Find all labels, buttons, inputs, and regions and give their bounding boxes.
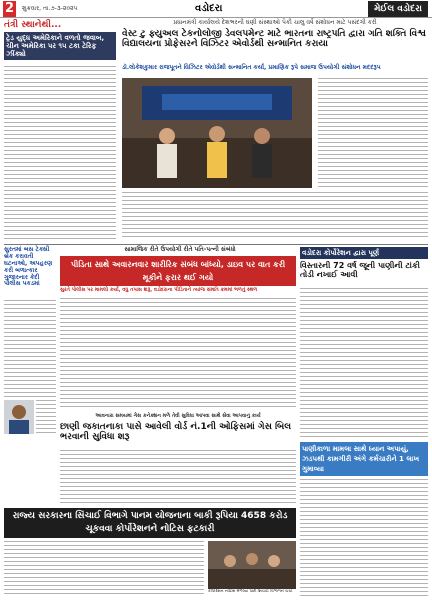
water-headline: પાણીકાળા મામલા સાથે ધ્યાન અપાયું, ઝડપથી કામગીરી અંગે કર્મચારીને 1 લાખ ગુમાવ્યા [300, 442, 428, 476]
surat-body [4, 300, 56, 400]
bottom-headline: રાજ્ય સરકારના સિંચાઈ વિભાગે પાનમ યોજનાના બાકી રૂપિયા 4658 કરોડ ચૂકવવા કોર્પોરેશનને નોટિસ ફટકારી [4, 508, 296, 538]
assault-headline: પીડિતા સાથે અવારનવાર શારીરિક સંબંધ બાંધ્યો, ડાઇવ પર વાત કરી મૂકીને ફરાર થઈ ગયો [60, 256, 296, 286]
main-subhead: ડૉ.લોકેશકુમાર રાજપૂતને વિઝિટર એવોર્ડથી સન્માનિત કર્યા, પ્રમાણિક રૂપે સમાજ ઉપયોગી સંશોધન મદદરૂપ [122, 64, 381, 71]
surat-body-2 [36, 400, 56, 434]
date-line: શુક્રવાર, તા.૭-૩-૨૦૨૫ [22, 5, 78, 12]
corp-body [300, 288, 428, 440]
gas-kicker: આવનારા સમયમાં ગેસ કનેક્શન મળે તેવી સુવિધા આપવા સાથે સેવા આપવાનું કાર્ય [95, 413, 261, 419]
corp-headline: વિસ્તારની 72 વર્ષ જૂની પાણીની ટાંકી તોડી નખાઈ આવી [300, 261, 420, 280]
assault-kicker: સામાજિક રીતે ઉપયોગી રીતે પતિ-પત્ની સંબંધો [124, 246, 236, 253]
award-ceremony-photo [122, 78, 312, 188]
corp-kicker: વડોદરા કોર્પોરેશન દ્વારા પૂર્ણ [300, 247, 428, 259]
water-body [300, 479, 428, 597]
assault-subhead: સુરતે પોલીસ પર મામલો કર્યો, વધુ તપાસ શરૂ, વડોદરાના પીડિતાને ત્યાંજ સંમતિ ક્રમમાં ભળતું સ્થળ [60, 287, 258, 293]
editorial-body [4, 66, 116, 242]
editorial-headline: ટ્રેડ યુદ્ધ અમેરિકાને વળતો જવાબ, ચીન અમેરિકા પર ૧૫ ટકા ટેરિફ ઝીંક્યો [4, 32, 116, 60]
city-label: વડોદરા [195, 3, 223, 14]
meeting-photo-caption: કોર્પોરેશન નોટિસ મેળવ્યા પછી સિંચાઈ વિભાગને ચર્ચા [208, 588, 293, 593]
page-number: 2 [4, 1, 15, 16]
main-body-right [318, 78, 428, 188]
main-body-below [122, 192, 428, 240]
editorial-kicker: તંત્રી સ્થાનેથી... [4, 20, 62, 30]
main-headline: વેસ્ટ ટુ ફ્યુઅલ ટેકનોલોજી ડેવલપમેન્ટ માટે ભારતના રાષ્ટ્રપતિ દ્વારા ગતિ શક્તિ વિશ્વ વિદ્યાલયના પ્રોફેસરને વિઝિટર એવોર્ડથી સન્માનિત કરાયા [122, 29, 426, 50]
accused-portrait-photo [4, 400, 34, 434]
bottom-body [4, 541, 204, 597]
gas-body [60, 450, 296, 506]
newspaper-brand: મેઈલ વડોદરા [368, 1, 428, 17]
assault-body [60, 298, 296, 410]
masthead [0, 0, 432, 18]
main-kicker: પ્રધાનમંત્રી કાર્યાલયે દેશભરની ઘણી સંસ્થાઓ પૈકી ચાલુ વર્ષે સંશોધન માટે પસંદગી કરી [173, 19, 377, 26]
divider [4, 244, 428, 245]
meeting-photo [208, 541, 296, 589]
surat-headline: સુરતમાં બસ ટેક્સી બ્રેક કરાવતી ઘટનાઓ, અપહરણ કરી બળાત્કાર ગુજારનાર કેદી પોલીસ પકડમાં [4, 246, 53, 288]
gas-headline: છાણી જકાતનાકા પાસે આવેલી વોર્ડ નં.1ની ઓફિસમાં ગેસ બિલ ભરવાની સુવિધા શરૂ [60, 422, 292, 443]
